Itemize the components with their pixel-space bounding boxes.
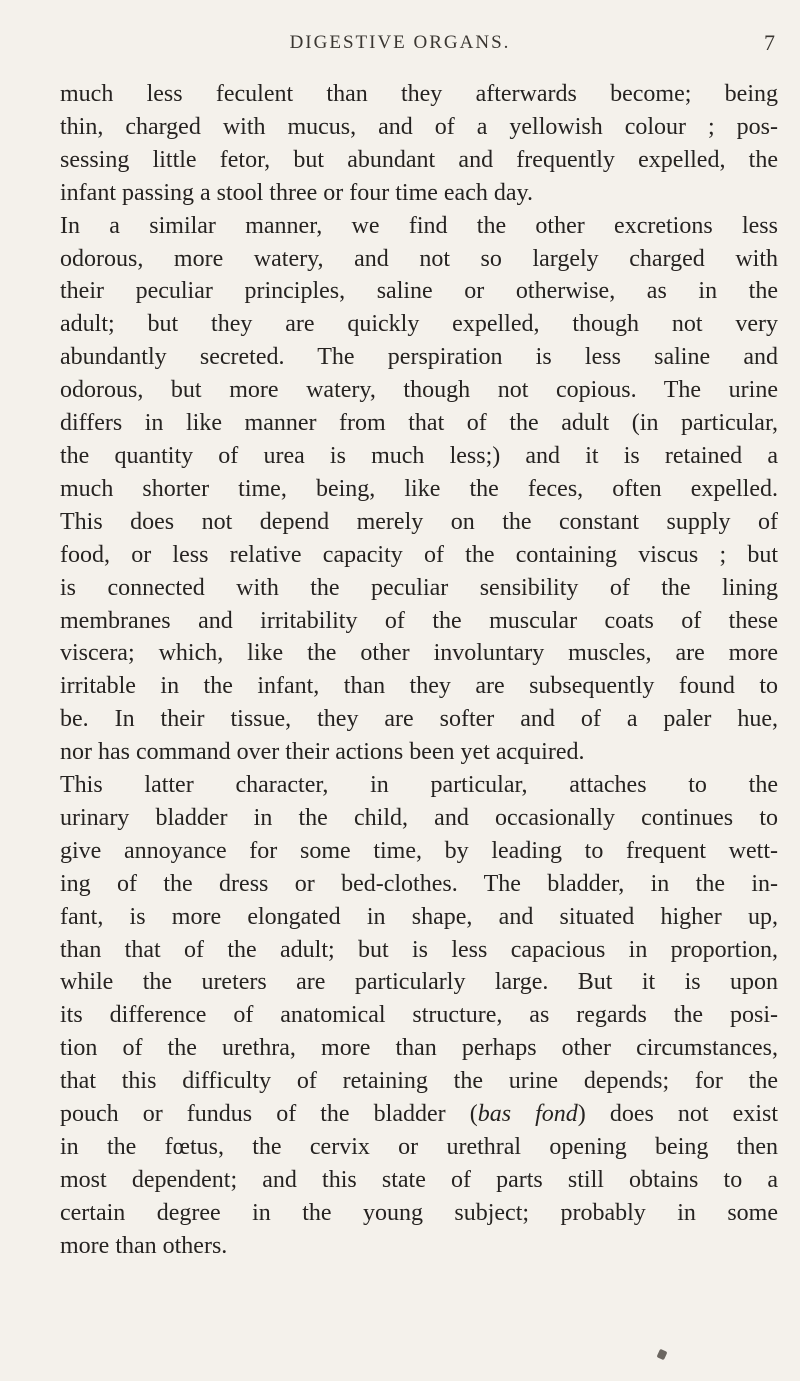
text-line: sessing little fetor, but abundant and frequently expelled, the <box>60 146 778 173</box>
running-title: DIGESTIVE ORGANS. <box>289 32 511 53</box>
text-line: nor has command over their actions been yet acquired. <box>60 739 585 766</box>
text-line: is connected with the peculiar sensibility of the lining <box>60 574 778 601</box>
text-line: infant passing a stool three or four time each day. <box>60 179 533 206</box>
text-line: viscera; which, like the other involuntary muscles, are more <box>60 640 778 667</box>
text-line: the quantity of urea is much less;) and it is retained a <box>60 442 778 469</box>
text-line: odorous, but more watery, though not copious. The urine <box>60 377 778 404</box>
text-line: thin, charged with mucus, and of a yellowish colour ; pos- <box>60 113 778 140</box>
text-line: adult; but they are quickly expelled, though not very <box>60 311 778 338</box>
text-line: most dependent; and this state of parts still obtains to a <box>60 1166 778 1193</box>
text-line: odorous, more watery, and not so largely charged with <box>60 245 778 272</box>
text-line: in the fœtus, the cervix or urethral opening being then <box>60 1134 778 1160</box>
text-line: much shorter time, being, like the feces, often expelled. <box>60 475 778 502</box>
text-line: more than others. <box>60 1232 228 1259</box>
text-line: This does not depend merely on the constant supply of <box>60 508 778 535</box>
text-line: their peculiar principles, saline or otherwise, as in the <box>60 278 778 305</box>
running-head <box>0 30 800 60</box>
text-line: irritable in the infant, than they are subsequently found to <box>60 673 778 700</box>
text-line: urinary bladder in the child, and occasionally continues to <box>60 804 778 831</box>
text-line: its difference of anatomical structure, as regards the posi- <box>60 1002 778 1029</box>
text-line: food, or less relative capacity of the containing viscus ; but <box>60 541 778 568</box>
text-line: be. In their tissue, they are softer and of a paler hue, <box>60 706 778 733</box>
text-line: pouch or fundus of the bladder (bas fond) does not exist <box>60 1101 779 1128</box>
text-body <box>60 78 778 1263</box>
paragraph <box>60 769 778 1263</box>
text-line: certain degree in the young subject; probably in some <box>60 1199 778 1226</box>
text-line: ing of the dress or bed-clothes. The bladder, in the in- <box>60 870 778 897</box>
text-line: that this difficulty of retaining the urine depends; for the <box>60 1068 778 1095</box>
text-line: In a similar manner, we find the other excretions less <box>60 212 778 239</box>
page-number: 7 <box>764 30 775 55</box>
paragraph <box>60 506 778 769</box>
paragraph <box>60 210 778 506</box>
text-line: while the ureters are particularly large. But it is upon <box>60 969 778 996</box>
text-line: much less feculent than they afterwards become; being <box>60 81 778 107</box>
text-line: abundantly secreted. The perspiration is less saline and <box>60 344 778 371</box>
text-line: tion of the urethra, more than perhaps other circumstances, <box>60 1035 778 1062</box>
text-line: than that of the adult; but is less capacious in proportion, <box>60 936 778 963</box>
ink-blot-mark <box>656 1349 667 1361</box>
text-line: fant, is more elongated in shape, and situated higher up, <box>60 903 778 930</box>
italic-term: bas fond <box>477 1101 578 1128</box>
text-line: membranes and irritability of the muscular coats of these <box>60 607 778 634</box>
text-line: give annoyance for some time, by leading to frequent wett- <box>60 837 778 864</box>
text-line: This latter character, in particular, attaches to the <box>60 772 778 799</box>
text-line: differs in like manner from that of the adult (in particular, <box>60 410 778 437</box>
paragraph-continued <box>60 78 778 210</box>
